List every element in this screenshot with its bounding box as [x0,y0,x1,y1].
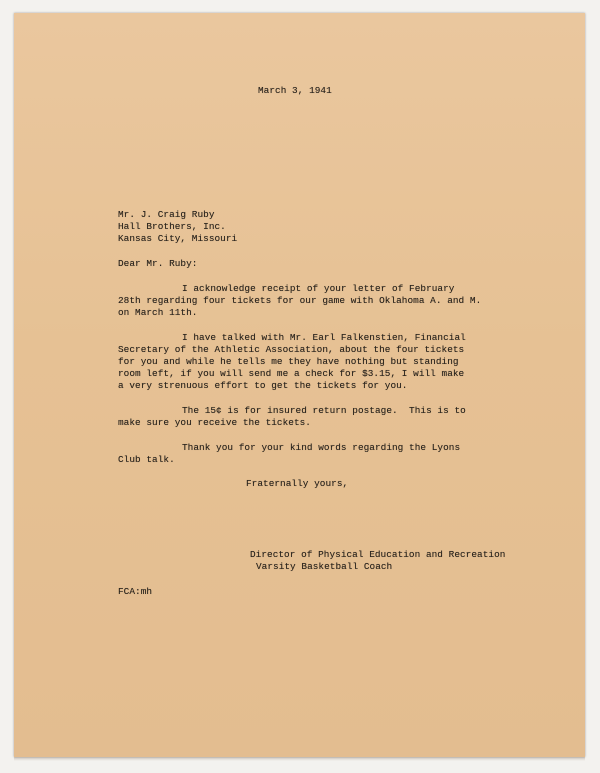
recipient-company: Hall Brothers, Inc. [118,221,226,232]
page-edge-shadow [14,757,585,761]
recipient-name: Mr. J. Craig Ruby [118,209,215,220]
closing: Fraternally yours, [246,478,349,489]
paragraph4-line: Thank you for your kind words regarding the Lyons [182,442,461,453]
recipient-city: Kansas City, Missouri [118,233,238,244]
paragraph2-line: for you and while he tells me they have nothing but standing [118,356,459,367]
signature-title: Director of Physical Education and Recreation [250,549,506,560]
salutation: Dear Mr. Ruby: [118,258,198,269]
paragraph2-line: a very strenuous effort to get the tickets for you. [118,380,408,391]
paragraph4-line: Club talk. [118,454,175,465]
typist-initials: FCA:mh [118,586,153,597]
paragraph1-line: 28th regarding four tickets for our game with Oklahoma A. and M. [118,295,482,306]
paragraph2-line: Secretary of the Athletic Association, about the four tickets [118,344,465,355]
paragraph1-line: I acknowledge receipt of your letter of February [182,283,455,294]
paragraph1-line: on March 11th. [118,307,198,318]
paragraph3-line: make sure you receive the tickets. [118,417,311,428]
paragraph3-line: The 15¢ is for insured return postage. This is to [182,405,466,416]
signature-subtitle: Varsity Basketball Coach [256,561,393,572]
letter-page [14,13,585,757]
paragraph2-line: I have talked with Mr. Earl Falkenstien, Financial [182,332,466,343]
letter-date: March 3, 1941 [258,85,332,96]
paragraph2-line: room left, if you will send me a check for $3.15, I will make [118,368,465,379]
